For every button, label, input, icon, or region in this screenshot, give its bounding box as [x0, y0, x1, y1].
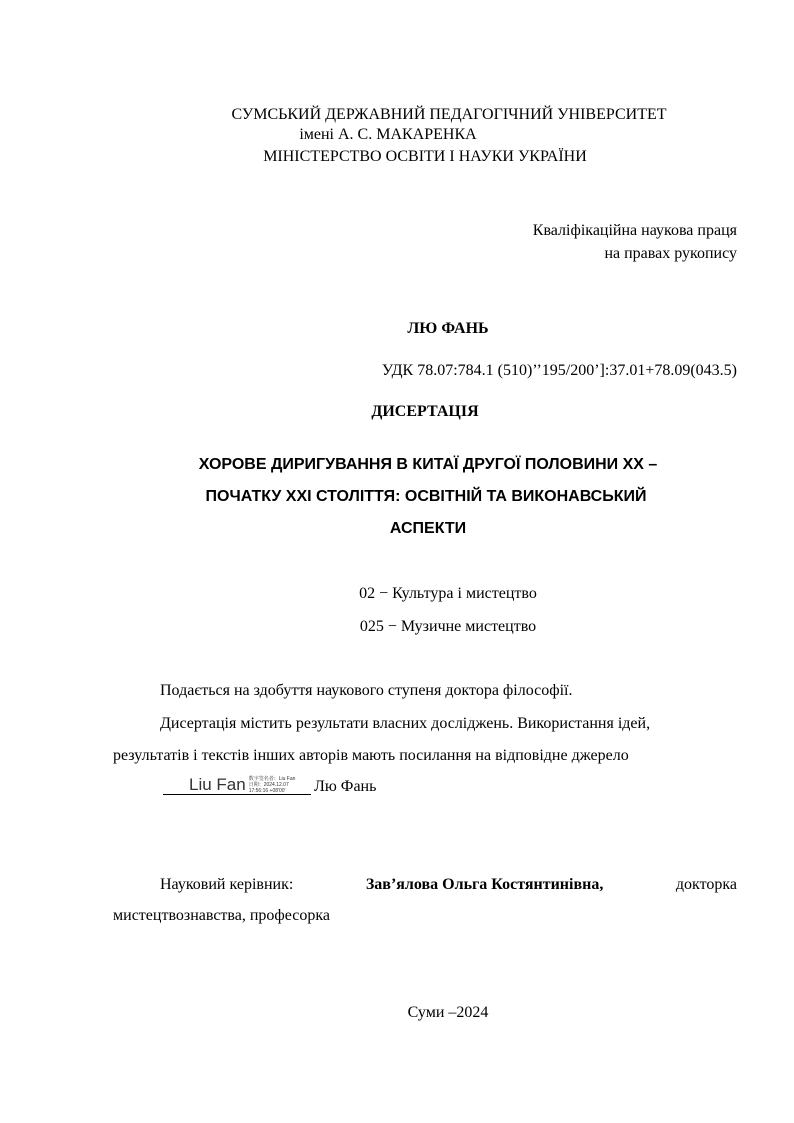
originality-statement-line2: результатів і текстів інших авторів мають посилання на відповідне джерело	[113, 747, 629, 764]
degree-statement: Подається на здобуття наукового ступеня доктора філософії.	[160, 682, 573, 699]
digital-signature	[189, 773, 295, 795]
supervisor-line1	[160, 875, 737, 895]
university-named-after: імені А. С. МАКАРЕНКА	[299, 126, 477, 143]
signature-handwritten: Liu Fan	[189, 775, 246, 794]
supervisor-label: Науковий керівник:	[160, 876, 294, 893]
signature-stamp-line1: 数字签名者：Liu Fan	[248, 776, 296, 782]
university-name: СУМСЬКИЙ ДЕРЖАВНИЙ ПЕДАГОГІЧНИЙ УНІВЕРСИТЕТ	[231, 106, 667, 123]
field-of-knowledge: 02 − Культура і мистецтво	[359, 585, 537, 602]
place-year: Суми –2024	[407, 1004, 489, 1021]
specialty: 025 − Музичне мистецтво	[359, 618, 537, 635]
author-name: ЛЮ ФАНЬ	[407, 320, 489, 337]
work-status-line1: Кваліфікаційна наукова праця	[532, 222, 737, 239]
originality-statement-line1: Дисертація містить результати власних досліджень. Використання ідей,	[160, 715, 651, 732]
signature-stamp	[249, 776, 296, 794]
signature-stamp-line3: 17:56:16 +08'00'	[248, 788, 286, 794]
signature-stamp-line2: 日期：2024.12.07	[248, 782, 289, 788]
ministry-name: МІНІСТЕРСТВО ОСВІТИ І НАУКИ УКРАЇНИ	[263, 148, 587, 165]
work-status-line2: на правах рукопису	[604, 245, 737, 262]
udc-code: УДК 78.07:784.1 (510)’’195/200’]:37.01+78.09(043.5)	[381, 362, 737, 379]
dissertation-title-line2: ПОЧАТКУ ХХІ СТОЛІТТЯ: ОСВІТНІЙ ТА ВИКОНАВСЬКИЙ	[205, 488, 647, 505]
document-type: ДИСЕРТАЦІЯ	[371, 403, 479, 420]
supervisor-title-tail: докторка	[675, 876, 737, 893]
supervisor-name: Зав’ялова Ольга Костянтинівна,	[365, 876, 604, 893]
dissertation-title-line1: ХОРОВЕ ДИРИГУВАННЯ В КИТАЇ ДРУГОЇ ПОЛОВИНИ ХХ –	[198, 456, 658, 473]
supervisor-title-line2: мистецтвознавства, професорка	[113, 907, 331, 924]
dissertation-title-line3: АСПЕКТИ	[389, 520, 467, 537]
signature-name: Лю Фань	[314, 778, 377, 795]
